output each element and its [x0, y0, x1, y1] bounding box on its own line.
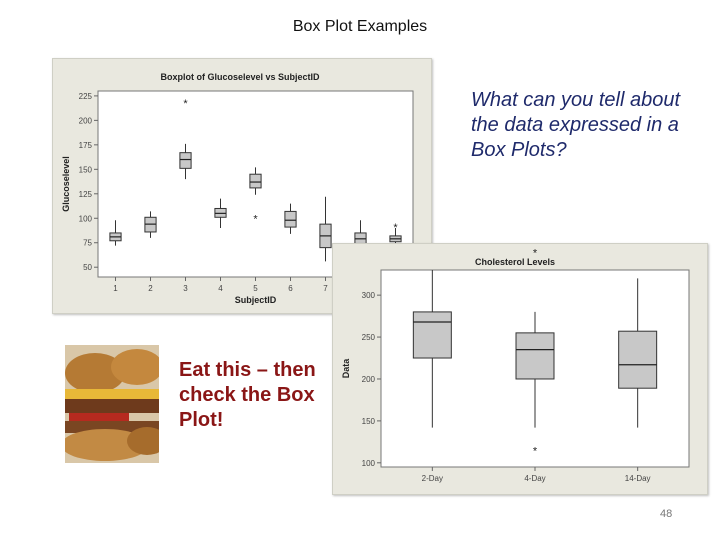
glucose-x-axis-label: SubjectID	[234, 295, 277, 305]
cholesterol-boxplot-chart	[332, 243, 708, 495]
cholesterol-box	[516, 333, 554, 379]
cholesterol-ytick-label: 200	[361, 374, 375, 384]
glucose-ytick-label: 100	[78, 214, 92, 224]
glucose-outlier-marker: *	[393, 222, 398, 235]
cholesterol-box	[619, 331, 657, 388]
glucose-box	[285, 211, 296, 227]
glucose-xtick-label: 3	[183, 284, 188, 293]
glucose-xtick-label: 7	[323, 284, 328, 293]
glucose-xtick-label: 6	[288, 284, 293, 293]
cholesterol-y-axis-label: Data	[341, 358, 351, 379]
eat-this-text: Eat this – then check the Box Plot!	[179, 359, 316, 431]
cholesterol-ytick-label: 250	[361, 333, 375, 343]
glucose-xtick-label: 4	[218, 284, 223, 293]
cholesterol-ytick-label: 100	[361, 458, 375, 468]
cholesterol-outlier-marker: *	[532, 247, 538, 260]
glucose-outlier-marker: *	[253, 213, 258, 226]
glucose-xtick-label: 1	[113, 284, 118, 293]
question-text: What can you tell about the data expressed in a Box Plots?	[471, 89, 681, 161]
page-number: 48	[660, 508, 673, 520]
glucose-xtick-label: 2	[148, 284, 153, 293]
glucose-title: Boxplot of Glucoselevel vs SubjectID	[160, 72, 320, 82]
glucose-ytick-label: 175	[78, 140, 92, 150]
burger-photo	[65, 345, 159, 463]
cholesterol-xtick-label: 4-Day	[524, 474, 546, 483]
cholesterol-title: Cholesterol Levels	[475, 257, 556, 267]
glucose-ytick-label: 75	[83, 238, 92, 248]
glucose-ytick-label: 150	[78, 165, 92, 175]
slide-title: Box Plot Examples	[292, 18, 428, 35]
glucose-ytick-label: 200	[78, 116, 92, 126]
cholesterol-ytick-label: 300	[361, 291, 375, 301]
cholesterol-boxplot-svg	[333, 244, 707, 494]
glucose-box	[250, 174, 261, 188]
glucose-ytick-label: 50	[83, 263, 92, 273]
glucose-box	[180, 153, 191, 169]
glucose-xtick-label: 5	[253, 284, 258, 293]
cholesterol-ytick-label: 150	[361, 416, 375, 426]
cholesterol-box	[413, 312, 451, 358]
cholesterol-xtick-label: 2-Day	[421, 474, 444, 483]
glucose-y-axis-label: Glucoselevel	[61, 156, 71, 212]
cholesterol-xtick-label: 14-Day	[624, 474, 651, 483]
glucose-ytick-label: 125	[78, 189, 92, 199]
cholesterol-outlier-marker: *	[532, 445, 538, 458]
glucose-outlier-marker: *	[183, 97, 188, 110]
glucose-ytick-label: 225	[78, 91, 92, 101]
